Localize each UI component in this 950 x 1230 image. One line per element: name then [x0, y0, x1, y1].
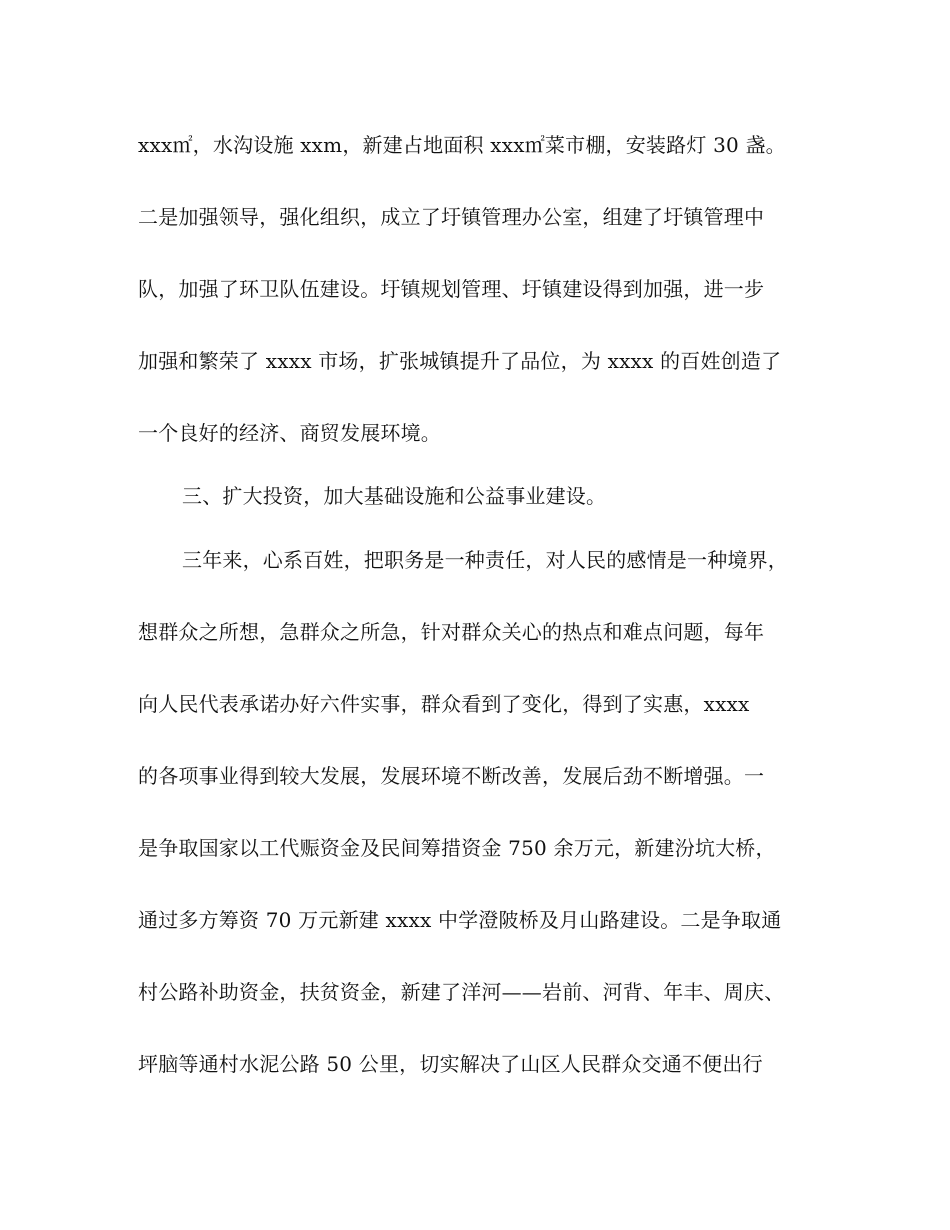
text-line-1: xxx㎡，水沟设施 xxm，新建占地面积 xxx㎡菜市棚，安装路灯 30 盏。 [138, 133, 786, 157]
section-heading: 三、扩大投资，加大基础设施和公益事业建设。 [182, 484, 607, 508]
text-line-7: 三年来，心系百姓，把职务是一种责任，对人民的感情是一种境界， [182, 548, 788, 572]
text-line-3: 队，加强了环卫队伍建设。圩镇规划管理、圩镇建设得到加强，进一步 [138, 277, 765, 301]
text-line-10: 的各项事业得到较大发展，发展环境不断改善，发展后劲不断增强。一 [138, 764, 765, 788]
text-line-2: 二是加强领导，强化组织，成立了圩镇管理办公室，组建了圩镇管理中 [138, 205, 765, 229]
text-line-5: 一个良好的经济、商贸发展环境。 [138, 421, 441, 445]
text-line-8: 想群众之所想，急群众之所急，针对群众关心的热点和难点问题，每年 [138, 620, 765, 644]
text-line-13: 村公路补助资金，扶贫资金，新建了洋河——岩前、河背、年丰、周庆、 [138, 980, 785, 1004]
text-line-9: 向人民代表承诺办好六件实事，群众看到了变化，得到了实惠，xxxx [138, 692, 750, 716]
text-line-14: 坪脑等通村水泥公路 50 公里，切实解决了山区人民群众交通不便出行 [138, 1052, 763, 1076]
text-line-12: 通过多方筹资 70 万元新建 xxxx 中学澄陂桥及月山路建设。二是争取通 [138, 908, 782, 932]
text-line-11: 是争取国家以工代赈资金及民间筹措资金 750 余万元，新建汾坑大桥， [138, 836, 776, 860]
text-line-4: 加强和繁荣了 xxxx 市场，扩张城镇提升了品位，为 xxxx 的百姓创造了 [138, 349, 782, 373]
